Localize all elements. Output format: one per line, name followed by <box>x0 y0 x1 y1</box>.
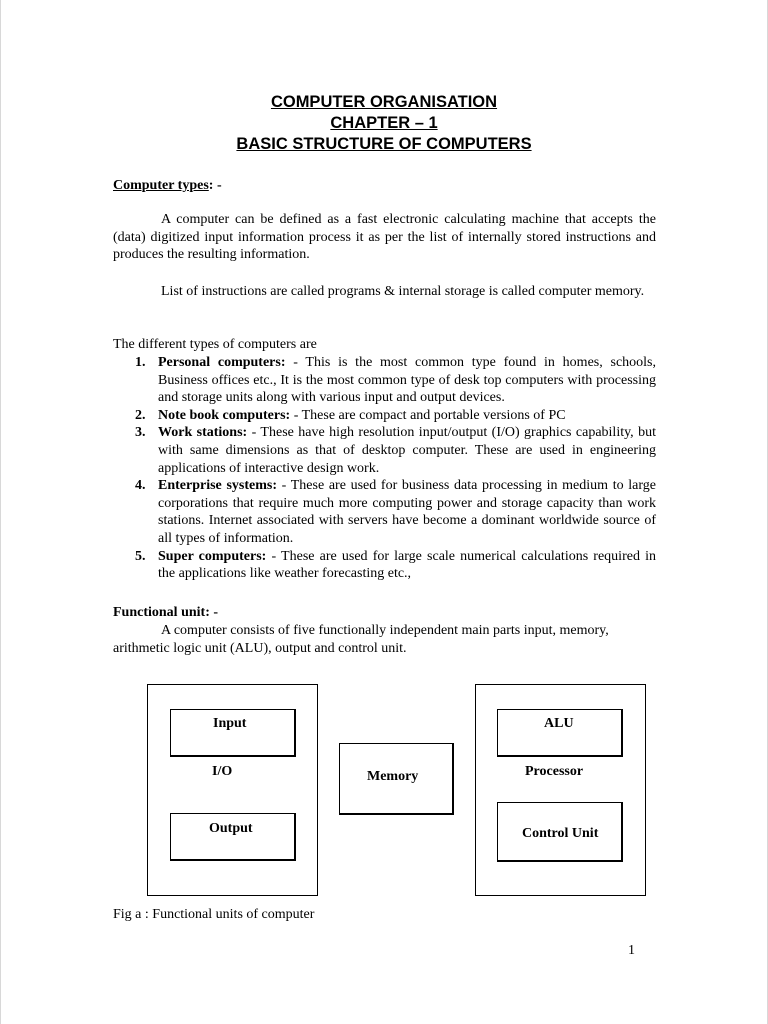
list-item <box>113 424 656 477</box>
title-line-2: CHAPTER – 1 <box>330 114 438 132</box>
list-item-text: - These are used for large scale numerical calculations required in the applications like weather forecasting etc., <box>158 548 656 582</box>
list-item <box>113 354 656 407</box>
list-item-text: - These are compact and portable versions of PC <box>290 407 566 423</box>
control-unit-box <box>497 802 623 862</box>
memory-box <box>339 743 454 815</box>
functional-unit-paragraph: A computer consists of five functionally independent main parts input, memory, arithmetic logic unit (ALU), output and control unit. <box>113 623 609 656</box>
list-item-term: Note book computers: <box>158 407 291 423</box>
list-item-text: - This is the most common type found in homes, schools, Business offices etc., It is the most common type of desk top computers with processing and storage units along with various input and output devices. <box>158 355 656 406</box>
list-item-number: 2. <box>135 407 146 423</box>
list-item <box>113 548 656 583</box>
list-item-term: Work stations: <box>158 425 248 441</box>
figure-caption: Fig a : Functional units of computer <box>113 907 315 922</box>
alu-label: ALU <box>544 716 574 731</box>
input-label: Input <box>213 716 247 731</box>
list-item-term: Super computers: <box>158 548 267 564</box>
document-title <box>0 92 768 155</box>
output-box <box>170 813 296 861</box>
list-item-number: 1. <box>135 355 146 370</box>
programs-paragraph: List of instructions are called programs & internal storage is called computer memory. <box>161 284 645 299</box>
memory-label: Memory <box>367 769 419 784</box>
list-item-term: Enterprise systems: <box>158 478 277 494</box>
computer-types-heading-text: Computer types <box>113 178 209 193</box>
list-item-term: Personal computers: <box>158 355 286 370</box>
types-intro: The different types of computers are <box>113 337 317 352</box>
list-item-number: 5. <box>135 548 146 564</box>
input-box <box>170 709 296 757</box>
list-item <box>113 407 656 425</box>
list-item-number: 3. <box>135 425 146 441</box>
processor-label: Processor <box>525 764 584 779</box>
title-line-3: BASIC STRUCTURE OF COMPUTERS <box>236 135 532 153</box>
page-number: 1 <box>628 943 635 958</box>
list-item-text: - These are used for business data processing in medium to large corporations that require much more computing power and storage capacity than work stations. Internet associated with servers have become a dominant worldwide source of all types of information. <box>158 478 656 546</box>
alu-box <box>497 709 623 757</box>
definition-paragraph: A computer can be defined as a fast electronic calculating machine that accepts the (data) digitized input information process it as per the list of internally stored instructions and produces the resulting information. <box>113 212 656 263</box>
list-item-text: - These have high resolution input/output (I/O) graphics capability, but with same dimensions as that of desktop computer. These are used in engineering applications of interactive design work. <box>158 425 656 476</box>
list-item-number: 4. <box>135 478 146 494</box>
title-line-1: COMPUTER ORGANISATION <box>270 93 498 111</box>
io-label: I/O <box>212 764 233 779</box>
computer-types-heading-suffix: : - <box>208 178 222 193</box>
computer-types-heading <box>113 177 222 195</box>
control-unit-label: Control Unit <box>522 826 599 841</box>
functional-unit-heading: Functional unit: - <box>113 605 219 620</box>
computer-types-list <box>113 354 656 583</box>
list-item <box>113 477 656 547</box>
output-label: Output <box>209 821 253 836</box>
